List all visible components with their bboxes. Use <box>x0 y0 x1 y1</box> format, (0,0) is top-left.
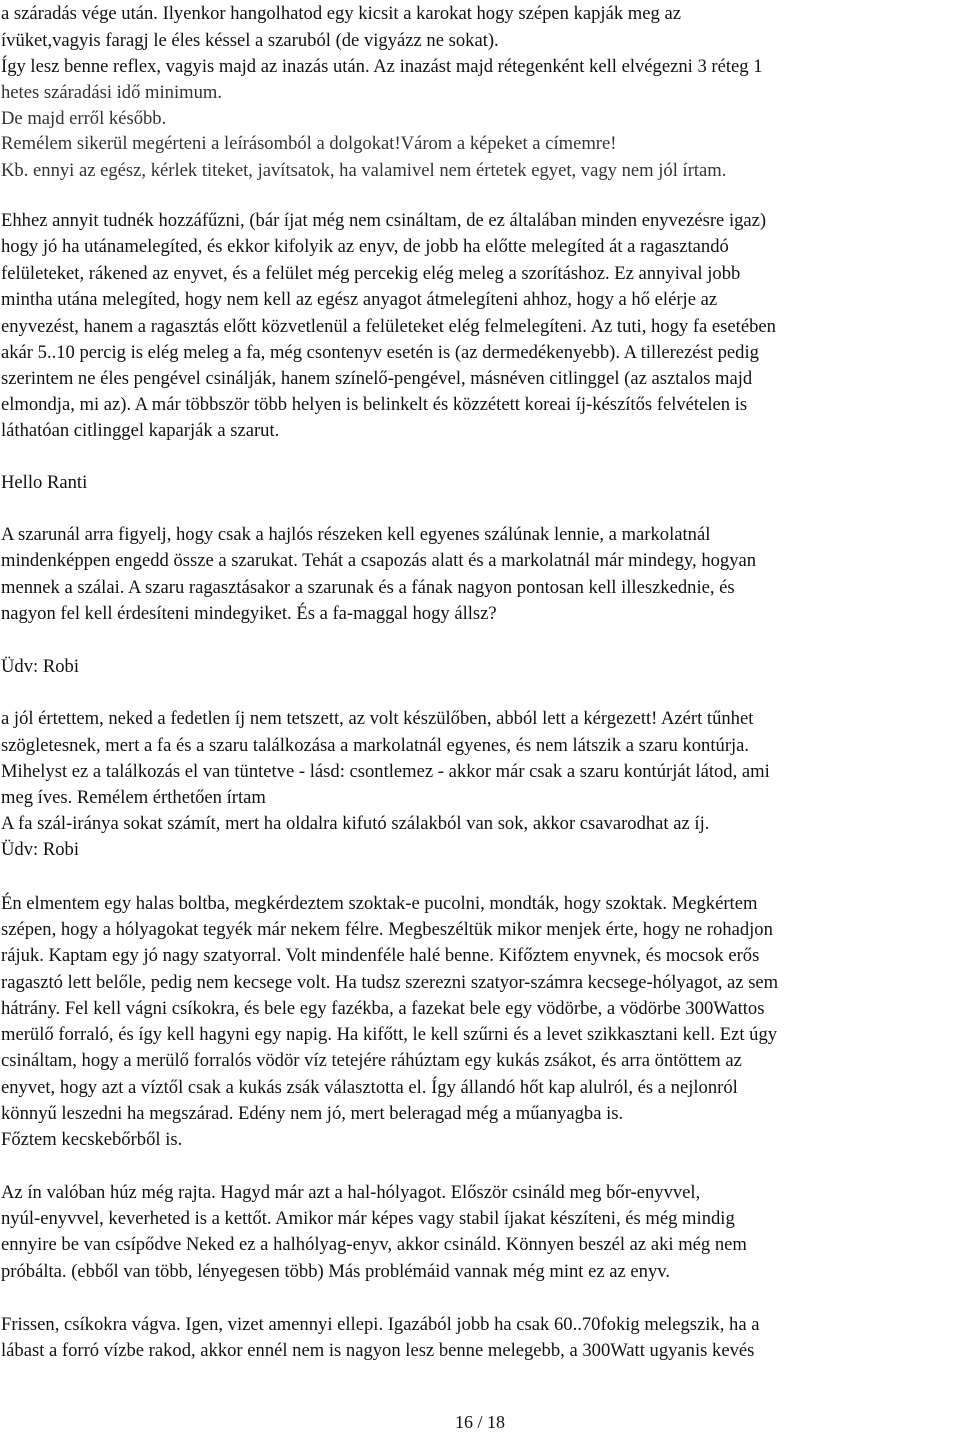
text-line: Frissen, csíkokra vágva. Igen, vizet amennyi ellepi. Igazából jobb ha csak 60..70fokig melegszik, ha a <box>1 1314 760 1335</box>
text-line: ragasztó lett belőle, pedig nem kecsege volt. Ha tudsz szerezni szatyor-számra kecsege-hólyagot, az sem <box>1 972 779 993</box>
text-line: merülő forraló, és így kell hagyni egy napig. Ha kifőtt, le kell szűrni és a levet szikkasztani kell. Ezt úgy <box>1 1024 778 1045</box>
text-line: nyúl-enyvvel, keverheted is a kettőt. Amikor már képes vagy stabil íjakat készíteni, és még mindig <box>1 1208 735 1229</box>
text-line: A fa szál-iránya sokat számít, mert ha oldalra kifutó szálakból van sok, akkor csavarodhat az íj. <box>1 813 710 834</box>
text-line: szépen, hogy a hólyagokat tegyék már nekem félre. Megbeszéltük mikor menjek érte, hogy ne rohadjon <box>1 919 773 940</box>
text-line: mennek a szálai. A szaru ragasztásakor a szarunak és a fának nagyon pontosan kell illeszkednie, és <box>1 577 735 598</box>
text-line: ívüket,vagyis faragj le éles késsel a szaruból (de vigyázz ne sokat). <box>1 30 499 51</box>
text-line: hetes száradási idő minimum. <box>1 82 223 103</box>
text-line: Én elmentem egy halas boltba, megkérdeztem szoktak-e pucolni, mondták, hogy szoktak. Megkértem <box>1 893 758 914</box>
text-line: ennyire be van csípődve Neked ez a halhólyag-enyv, akkor csináld. Könnyen beszél az aki még nem <box>1 1234 747 1255</box>
text-line: könnyű leszedni ha megszárad. Edény nem jó, mert beleragad még a műanyagba is. <box>1 1103 624 1124</box>
text-line: elmondja, mi az). A már többször több helyen is belinkelt és közzétett koreai íj-készítős felvételen is <box>1 394 748 415</box>
text-line: meg íves. Remélem érthetően írtam <box>1 787 266 808</box>
text-line: nagyon fel kell érdesíteni mindegyiket. És a fa-maggal hogy állsz? <box>1 603 497 624</box>
text-line: mintha utána melegíted, hogy nem kell az egész anyagot átmelegíteni ahhoz, hogy a hő elérje az <box>1 289 718 310</box>
text-line: szögletesnek, mert a fa és a szaru találkozása a markolatnál egyenes, és nem látszik a szaru kontúrja. <box>1 735 750 756</box>
text-line: Főztem kecskebőrből is. <box>1 1129 183 1150</box>
text-line: Kb. ennyi az egész, kérlek titeket, javítsatok, ha valamivel nem értetek egyet, vagy nem jól írtam. <box>1 160 727 181</box>
text-line: enyvet, hogy azt a víztől csak a kukás zsák választotta el. Így állandó hőt kap alulról, és a nejlonról <box>1 1077 738 1098</box>
text-line: lábast a forró vízbe rakod, akkor ennél nem is nagyon lesz benne melegebb, a 300Watt ugyanis kevés <box>1 1340 755 1361</box>
text-line: szerintem ne éles pengével csinálják, hanem színelő-pengével, másnéven citlinggel (az asztalos majd <box>1 368 753 389</box>
text-line: a száradás vége után. Ilyenkor hangolhatod egy kicsit a karokat hogy szépen kapják meg az <box>1 3 681 24</box>
signature-line: Üdv: Robi <box>1 839 79 860</box>
text-line: hátrány. Fel kell vágni csíkokra, és bele egy fazékba, a fazekat bele egy vödörbe, a vödörbe 300Wattos <box>1 998 765 1019</box>
text-line: hogy jó ha utánamelegíted, és ekkor kifolyik az enyv, de jobb ha előtte melegíted át a ragasztandó <box>1 236 729 257</box>
text-line: rájuk. Kaptam egy jó nagy szatyorral. Volt mindenféle halé benne. Kifőztem enyvnek, és mocsok erős <box>1 945 760 966</box>
text-line: láthatóan citlinggel kaparják a szarut. <box>1 420 280 441</box>
text-line: Mihelyst ez a találkozás el van tüntetve - lásd: csontlemez - akkor már csak a szaru kontúrját látod, ami <box>1 761 770 782</box>
text-line: Az ín valóban húz még rajta. Hagyd már azt a hal-hólyagot. Először csináld meg bőr-enyvvel, <box>1 1182 701 1203</box>
text-line: felületeket, rákened az enyvet, és a felület még percekig elég meleg a szorításhoz. Ez annyival jobb <box>1 263 741 284</box>
text-line: a jól értettem, neked a fedetlen íj nem tetszett, az volt készülőben, abból lett a kérgezett! Azért tűnhet <box>1 708 754 729</box>
text-line: csináltam, hogy a merülő forralós vödör víz tetejére ráhúztam egy kukás zsákot, és arra öntöttem az <box>1 1050 742 1071</box>
text-line: Ehhez annyit tudnék hozzáfűzni, (bár íjat még nem csináltam, de ez általában minden enyvezésre igaz) <box>1 210 767 231</box>
text-line: De majd erről később. <box>1 108 167 129</box>
text-line: enyvezést, hanem a ragasztás előtt közvetlenül a felületeket elég felmelegíteni. Az tuti, hogy fa esetében <box>1 316 776 337</box>
text-line: Így lesz benne reflex, vagyis majd az inazás után. Az inazást majd rétegenként kell elvégezni 3 réteg 1 <box>1 56 763 77</box>
greeting-line: Hello Ranti <box>1 472 88 493</box>
text-line: mindenképpen engedd össze a szarukat. Tehát a csapozás alatt és a markolatnál már mindegy, hogyan <box>1 550 757 571</box>
text-line: próbálta. (ebből van több, lényegesen több) Más problémáid vannak még mint ez az enyv. <box>1 1261 670 1282</box>
text-line: Remélem sikerül megérteni a leírásomból a dolgokat!Várom a képeket a címemre! <box>1 133 617 154</box>
signature-line: Üdv: Robi <box>1 656 79 677</box>
page-number: 16 / 18 <box>454 1412 505 1432</box>
text-line: akár 5..10 percig is elég meleg a fa, még csontenyv esetén is (az dermedékenyebb). A tillerezést pedig <box>1 342 759 363</box>
text-line: A szarunál arra figyelj, hogy csak a hajlós részeken kell egyenes szálúnak lennie, a markolatnál <box>1 524 711 545</box>
